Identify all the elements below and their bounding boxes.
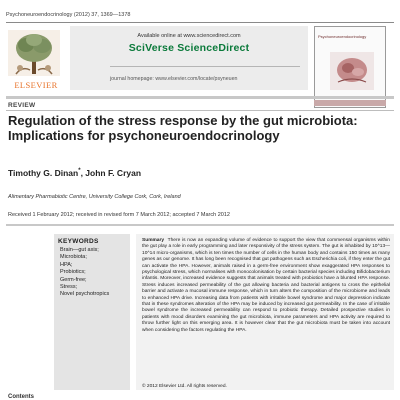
section-rule <box>6 110 394 111</box>
header-band <box>6 96 394 99</box>
affiliation: Alimentary Pharmabiotic Centre, University College Cork, Cork, Ireland <box>8 194 181 200</box>
journal-homepage: journal homepage: www.elsevier.com/locate/psyneuen <box>110 76 238 82</box>
cover-strip <box>314 100 386 106</box>
abstract-divider <box>6 224 394 226</box>
journal-citation: Psychoneuroendocrinology (2012) 37, 1369—1378 <box>6 12 131 18</box>
summary-text: There is now an expanding volume of evidence to support the view that commensal organisms within the gut play a role in early programming and later responsivity of the stress system. The gut is inhabited by 10^13—10^14 micro-organisms, which is ten times the number of cells in the human body and contains 150 times as many genes as our genome. It has long been recognised that gut pathogens such as Escherichia coli, if they enter the gut can activate the HPA. However, animals raised in a germ-free environment show exaggerated HPA responses to psychological stress, which normalises with monocolonisation by certain bacterial species including Bifidobacterium infantis. Moreover, increased evidence suggests that animals treated with probiotics have a blunted HPA response. Stress induces increased permeability of the gut allowing bacteria and bacterial antigens to cross the epithelial barrier and activate a mucosal immune response, which in turn alters the composition of the microbiome and leads to enhanced HPA drive. Increasing data from patients with irritable bowel syndrome and major depression indicate that in these syndromes alteration of the HPA may be induced by increased gut permeability. In the case of irritable bowel syndrome the increased permeability can respond to probiotic therapy. Detailed prospective studies in patients with mood disorders examining the gut microbiota, immune parameters and HPA activity are required to throw further light on this emerging area. It is however clear that the gut microbiota must be taken into account when considering the factors regulating the HPA. <box>142 238 390 333</box>
article-title: Regulation of the stress response by the gut microbiota: Implications for psychoneuroendocrinology <box>8 113 358 143</box>
keyword-item: HPA; <box>60 261 73 268</box>
sciverse-sciencedirect-title: SciVerse ScienceDirect <box>128 42 250 54</box>
keyword-item: Probiotics; <box>60 269 86 276</box>
publisher-name: ELSEVIER <box>14 80 58 90</box>
section-label: REVIEW <box>8 102 36 109</box>
availability-line: Available online at www.sciencedirect.com <box>137 33 241 39</box>
keyword-item: Microbiota; <box>60 254 87 261</box>
copyright-line: © 2012 Elsevier Ltd. All rights reserved. <box>142 384 227 389</box>
keywords-heading: KEYWORDS <box>58 238 99 245</box>
keyword-item: Germ-free; <box>60 276 87 283</box>
author-line <box>8 168 141 178</box>
abstract-summary <box>142 238 390 334</box>
received-dates: Received 1 February 2012; received in revised form 7 March 2012; accepted 7 March 2012 <box>8 212 230 218</box>
corresponding-marker[interactable]: * <box>78 168 81 175</box>
summary-label: Summary <box>142 238 165 243</box>
keyword-item: Stress; <box>60 284 78 291</box>
cover-title: Psychoneuroendocrinology <box>318 34 367 39</box>
header-divider <box>110 66 300 67</box>
cover-illustration <box>330 52 374 90</box>
author-rest: , John F. Cryan <box>80 168 142 178</box>
keyword-item: Brain—gut axis; <box>60 247 99 253</box>
author-first: Timothy G. Dinan <box>8 168 79 178</box>
top-rule <box>6 22 394 23</box>
keyword-item: Novel psychotropics <box>60 291 110 298</box>
contents-heading: Contents <box>8 394 34 400</box>
elsevier-tree-logo-icon <box>8 30 60 76</box>
keywords-list <box>60 247 109 299</box>
